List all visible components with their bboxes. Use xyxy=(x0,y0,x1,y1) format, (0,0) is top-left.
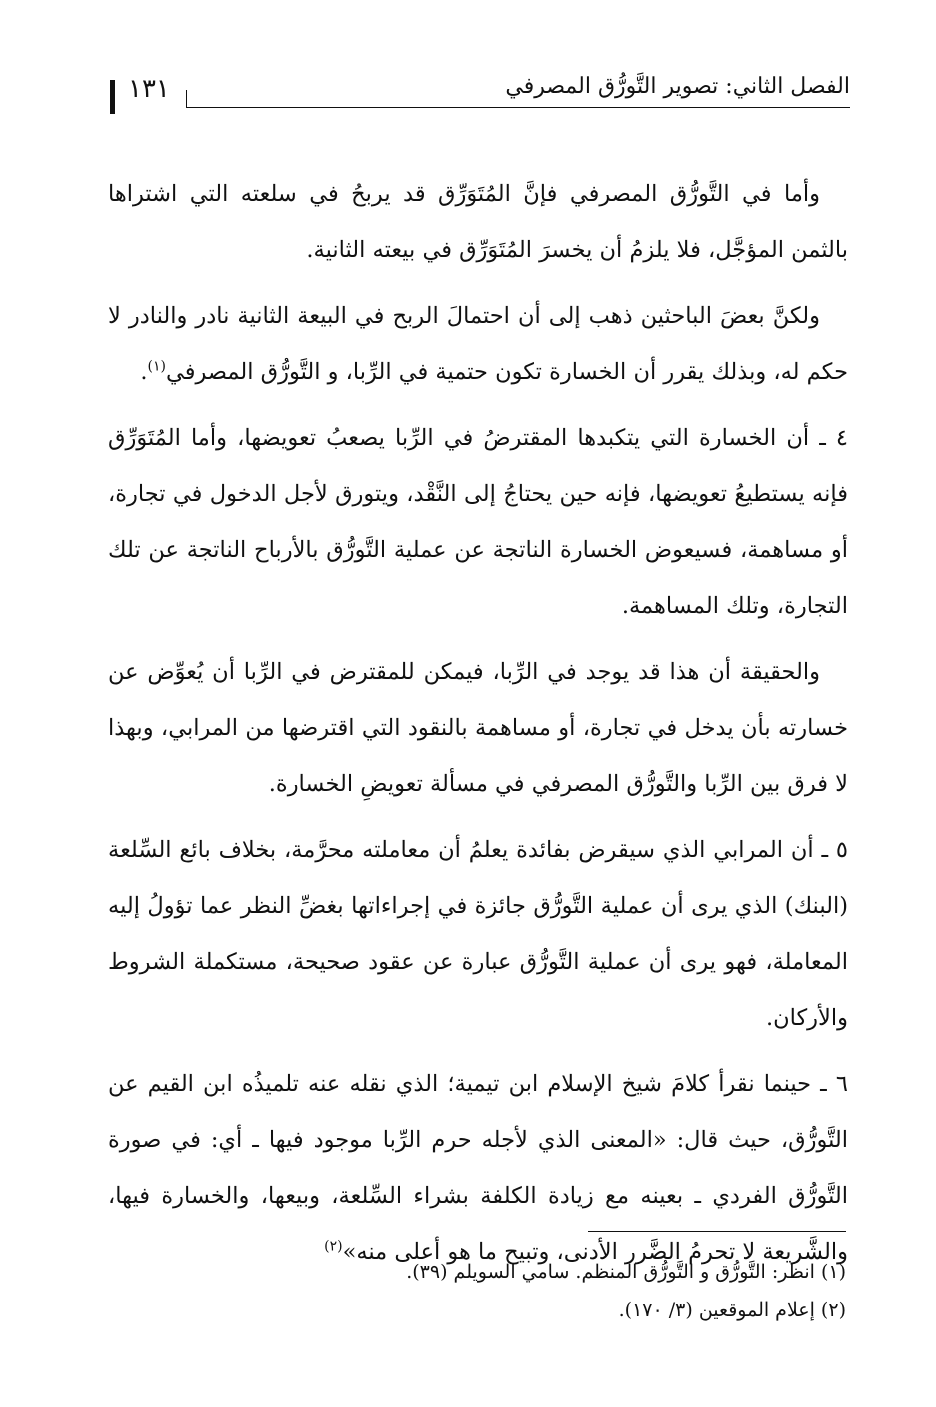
footnotes xyxy=(108,1253,848,1329)
main-text xyxy=(108,166,848,1290)
footnote-separator xyxy=(588,1231,846,1232)
paragraph-text: ولكنَّ بعضَ الباحثين ذهب إلى أن احتمالَ الربح في البيعة الثانية نادر والنادر لا حكم له، وبذلك يقرر أن الخسارة تكون حتمية في الرِّبا، و التَّورُّق المصرفي xyxy=(108,303,848,385)
page-number: ١٣١ xyxy=(128,74,170,104)
header-rule-tick xyxy=(186,90,187,108)
paragraph-text: ٤ ـ أن الخسارة التي يتكبدها المقترضُ في الرِّبا يصعبُ تعويضها، وأما المُتَوَرِّق فإنه يستطيعُ تعويضها، فإنه حين يحتاجُ إلى النَّقْد، ويتورق لأجل الدخول في تجارة، أو مساهمة، فسيعوض الخسارة الناتجة عن عملية التَّورُّق بالأرباح الناتجة عن تلك التجارة، وتلك المساهمة. xyxy=(108,425,848,619)
footnote-ref: (١) xyxy=(147,358,166,375)
paragraph-numbered xyxy=(108,410,848,634)
footnote-ref: (٢) xyxy=(324,1238,343,1255)
paragraph xyxy=(108,288,848,400)
chapter-title: الفصل الثاني: تصوير التَّورُّق المصرفي xyxy=(505,74,850,99)
paragraph-text: وأما في التَّورُّق المصرفي فإنَّ المُتَوَرِّق قد يربحُ في سلعته التي اشتراها بالثمن المؤجَّل، فلا يلزمُ أن يخسرَ المُتَوَرِّق في بيعته الثانية. xyxy=(108,181,848,263)
paragraph-text: ٦ ـ حينما نقرأ كلامَ شيخ الإسلام ابن تيمية؛ الذي نقله عنه تلميذُه ابن القيم عن التَّورُّق، حيث قال: «المعنى الذي لأجله حرم الرِّبا موجود فيها ـ أي: في صورة التَّورُّق الفردي ـ بعينه مع زيادة الكلفة بشراء السِّلعة، وبيعها، والخسارة فيها، والشَّريعة لا تحرمُ الضَّرر الأدنى، وتبيح ما هو أعلى منه» xyxy=(108,1071,848,1265)
paragraph xyxy=(108,166,848,278)
paragraph-text: ٥ ـ أن المرابي الذي سيقرض بفائدة يعلمُ أن معاملته محرَّمة، بخلاف بائع السِّلعة (البنك) الذي يرى أن عملية التَّورُّق جائزة في إجراءاتها بغضِّ النظر عما تؤولُ إليه المعاملة، فهو يرى أن عملية التَّورُّق عبارة عن عقود صحيحة، مستكملة الشروط والأركان. xyxy=(108,837,848,1031)
header-rule xyxy=(186,107,850,108)
footnote: (١) انظر: التَّورُّق و التَّورُّق المنظم. سامي السويلم (٣٩). xyxy=(406,1261,846,1283)
footnote: (٢) إعلام الموقعين (٣/ ١٧٠). xyxy=(618,1299,846,1321)
paragraph-text: والحقيقة أن هذا قد يوجد في الرِّبا، فيمكن للمقترض في الرِّبا أن يُعوِّض عن خسارته بأن يدخل في تجارة، أو مساهمة بالنقود التي اقترضها من المرابي، وبهذا لا فرق بين الرِّبا والتَّورُّق المصرفي في مسألة تعويضِ الخسارة. xyxy=(108,659,848,797)
paragraph-numbered xyxy=(108,1056,848,1280)
page-number-bar xyxy=(110,80,115,114)
paragraph-tail: . xyxy=(140,359,148,385)
running-header xyxy=(110,66,850,118)
paragraph-numbered xyxy=(108,822,848,1046)
paragraph xyxy=(108,644,848,812)
